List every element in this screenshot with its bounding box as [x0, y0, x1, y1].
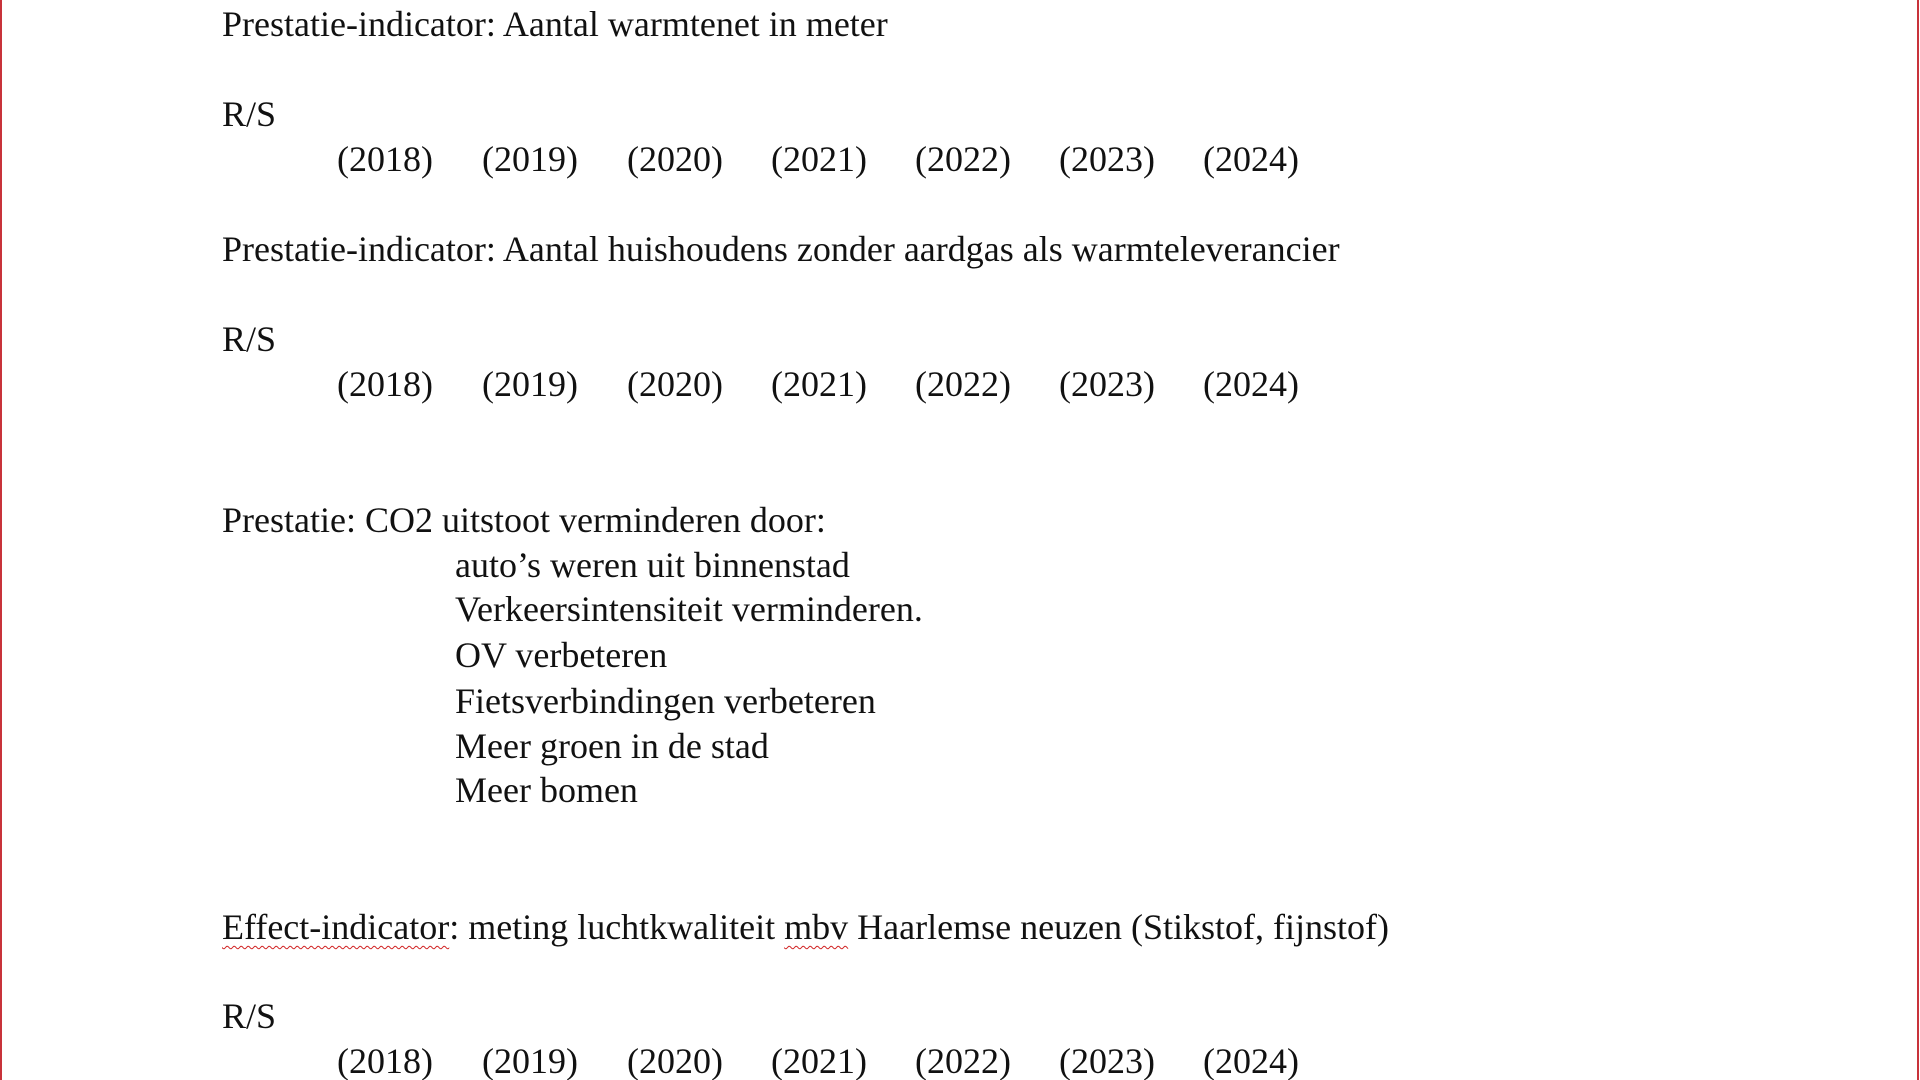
prestatie-item: Verkeersintensiteit verminderen. — [455, 589, 923, 629]
year-row — [337, 366, 1337, 410]
spellcheck-word[interactable]: Effect-indicator — [222, 907, 450, 947]
year-2022: (2022) — [915, 364, 1011, 404]
prestatie-item: Meer bomen — [455, 770, 638, 810]
indicator-heading-huishoudens — [222, 231, 1340, 267]
year-2018: (2018) — [337, 139, 433, 179]
rs-label: R/S — [222, 996, 277, 1036]
year-2024: (2024) — [1203, 364, 1299, 404]
page-right-border — [1917, 0, 1919, 1080]
year-2021: (2021) — [771, 139, 867, 179]
prestatie-item: auto’s weren uit binnenstad — [455, 545, 850, 585]
year-2019: (2019) — [482, 364, 578, 404]
prestatie-item: Fietsverbindingen verbeteren — [455, 681, 876, 721]
year-2022: (2022) — [915, 139, 1011, 179]
indicator-heading-warmtenet — [222, 6, 888, 42]
year-2021: (2021) — [771, 1041, 867, 1080]
year-2019: (2019) — [482, 1041, 578, 1080]
year-row — [337, 141, 1337, 185]
year-2023: (2023) — [1059, 364, 1155, 404]
effect-indicator-heading — [222, 909, 1389, 945]
effect-text: : meting luchtkwaliteit — [449, 907, 785, 947]
rs-label: R/S — [222, 319, 277, 359]
prestatie-heading: Prestatie: CO2 uitstoot verminderen door: — [222, 500, 826, 540]
year-2019: (2019) — [482, 139, 578, 179]
year-2021: (2021) — [771, 364, 867, 404]
year-2018: (2018) — [337, 364, 433, 404]
indicator-text: Aantal huishoudens zonder aardgas als warmteleverancier — [502, 229, 1340, 269]
prestatie-item: OV verbeteren — [455, 635, 668, 675]
spellcheck-word[interactable]: mbv — [784, 907, 849, 947]
rs-label: R/S — [222, 94, 277, 134]
indicator-text: Aantal warmtenet in meter — [502, 4, 888, 44]
year-2022: (2022) — [915, 1041, 1011, 1080]
year-2023: (2023) — [1059, 1041, 1155, 1080]
year-2024: (2024) — [1203, 139, 1299, 179]
year-2020: (2020) — [627, 139, 723, 179]
indicator-prefix: Prestatie-indicator: — [222, 229, 503, 269]
page-left-border — [0, 0, 2, 1080]
year-2020: (2020) — [627, 1041, 723, 1080]
year-2020: (2020) — [627, 364, 723, 404]
year-2024: (2024) — [1203, 1041, 1299, 1080]
year-2023: (2023) — [1059, 139, 1155, 179]
year-row — [337, 1043, 1337, 1080]
effect-text: Haarlemse neuzen (Stikstof, fijnstof) — [848, 907, 1390, 947]
year-2018: (2018) — [337, 1041, 433, 1080]
prestatie-item: Meer groen in de stad — [455, 726, 769, 766]
indicator-prefix: Prestatie-indicator: — [222, 4, 503, 44]
